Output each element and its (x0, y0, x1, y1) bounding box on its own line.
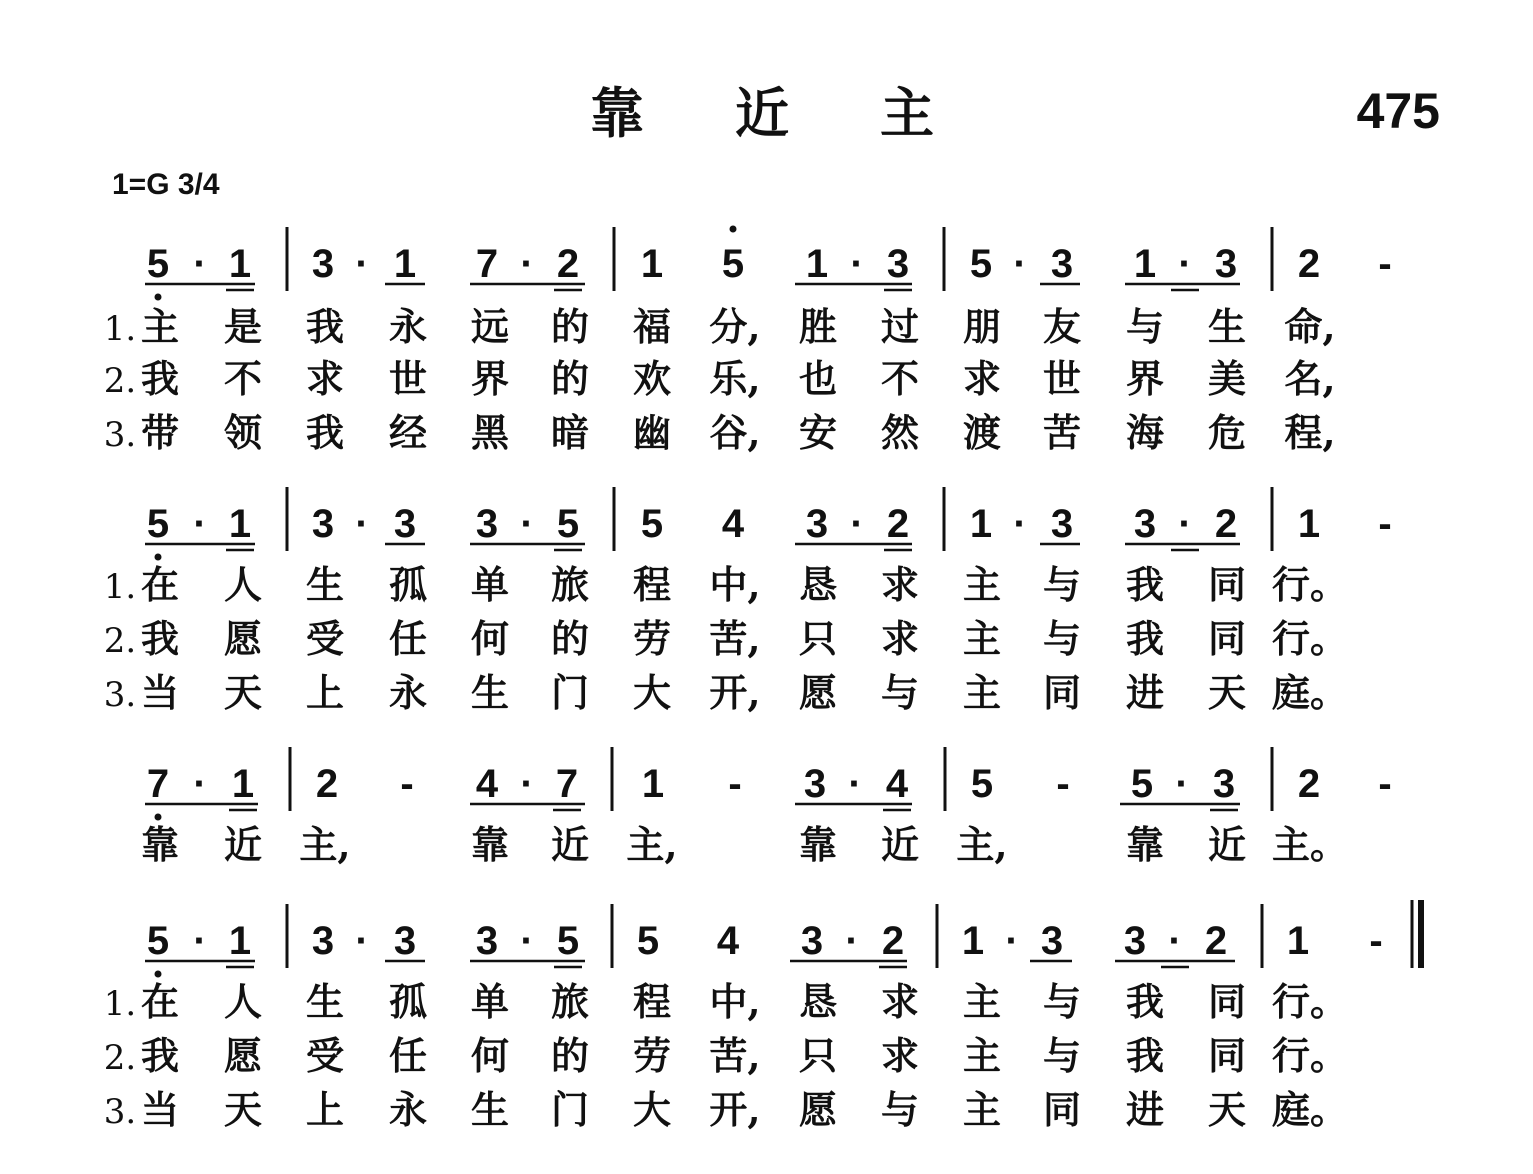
lyric-char: 靠 (1125, 822, 1165, 867)
lyric-char: 天 (223, 670, 263, 715)
verse-number: 3. (103, 415, 137, 455)
lyric-char: 苦, (709, 1033, 761, 1078)
lyric-char: 门 (550, 670, 590, 715)
lyric-char: 行。 (1271, 1033, 1349, 1078)
lyric-char: 在 (140, 979, 180, 1024)
note-numeral: 3 (393, 502, 417, 546)
dot-separator: · (355, 919, 369, 963)
note-numeral: 2 (886, 502, 910, 546)
lower-octave-dot (155, 814, 162, 821)
lyric-char: 同 (1207, 1033, 1247, 1078)
lyric-char: 近 (223, 822, 263, 867)
dot-separator: · (1005, 919, 1019, 963)
lyric-char: 庭。 (1271, 670, 1349, 715)
note-numeral: 7 (475, 242, 499, 286)
lyric-char: 暗 (550, 410, 590, 455)
lyric-char: 恳 (798, 979, 838, 1024)
lyric-char: 孤 (388, 562, 428, 607)
note-numeral: 4 (475, 762, 499, 806)
dot-separator: · (845, 919, 859, 963)
note-numeral: 3 (1212, 762, 1236, 806)
lyric-char: 与 (880, 1087, 920, 1132)
lyric-char: 劳 (632, 1033, 672, 1078)
sustain-dash: - (400, 762, 414, 806)
lyric-char: 劳 (632, 616, 672, 661)
lyric-char: 永 (388, 1087, 428, 1132)
lyric-char: 永 (388, 670, 428, 715)
note-numeral: 3 (886, 242, 910, 286)
note-numeral: 2 (881, 919, 905, 963)
lyric-char: 进 (1125, 1087, 1165, 1132)
lyric-char: 与 (1042, 562, 1082, 607)
note-numeral: 5 (969, 242, 993, 286)
lyric-char: 界 (470, 356, 510, 401)
lyric-char: 求 (880, 1033, 920, 1078)
dot-separator: · (355, 502, 369, 546)
note-numeral: 3 (800, 919, 824, 963)
lyric-char: 开, (709, 1087, 761, 1132)
dot-separator: · (1168, 919, 1182, 963)
lyric-char: 天 (1207, 670, 1247, 715)
note-numeral: 2 (556, 242, 580, 286)
lyric-char: 程, (1284, 410, 1336, 455)
lyric-char: 行。 (1271, 616, 1349, 661)
lyric-char: 苦, (709, 616, 761, 661)
lyric-char: 经 (388, 410, 428, 455)
lyric-char: 主 (962, 562, 1002, 607)
lyric-char: 中, (709, 979, 761, 1024)
lyric-char: 愿 (798, 670, 838, 715)
note-numeral: 1 (393, 242, 417, 286)
lyric-char: 界 (1125, 356, 1165, 401)
lyric-char: 愿 (223, 616, 263, 661)
lyric-char: 分, (709, 304, 761, 349)
lyric-char: 友 (1042, 304, 1082, 349)
dot-separator: · (520, 502, 534, 546)
lyric-char: 近 (1207, 822, 1247, 867)
dot-separator: · (850, 502, 864, 546)
note-numeral: 1 (231, 762, 255, 806)
note-numeral: 2 (1214, 502, 1238, 546)
note-numeral: 1 (641, 762, 665, 806)
note-numeral: 1 (228, 502, 252, 546)
lyric-char: 同 (1207, 979, 1247, 1024)
verse-number: 3. (103, 1092, 137, 1132)
note-numeral: 3 (1050, 502, 1074, 546)
lower-octave-dot (155, 294, 162, 301)
lyric-char: 我 (140, 616, 180, 661)
lyric-char: 乐, (709, 356, 761, 401)
lyric-char: 天 (223, 1087, 263, 1132)
lyric-char: 不 (223, 356, 263, 401)
verse-number: 2. (103, 1038, 137, 1078)
dot-separator: · (193, 502, 207, 546)
dot-separator: · (520, 762, 534, 806)
lyric-char: 何 (470, 1033, 510, 1078)
note-numeral: 5 (556, 502, 580, 546)
note-numeral: 4 (721, 502, 745, 546)
note-numeral: 3 (311, 502, 335, 546)
lyric-char: 与 (1042, 616, 1082, 661)
lyric-char: 求 (880, 979, 920, 1024)
lyric-char: 欢 (632, 356, 672, 401)
verse-number: 1. (103, 984, 137, 1024)
lyric-char: 生 (470, 1087, 510, 1132)
lyric-char: 求 (880, 616, 920, 661)
note-numeral: 3 (311, 919, 335, 963)
lyric-char: 人 (223, 979, 263, 1024)
note-numeral: 2 (315, 762, 339, 806)
dot-separator: · (1013, 242, 1027, 286)
lyric-char: 主, (299, 822, 351, 867)
lyric-char: 的 (550, 356, 590, 401)
lyric-char: 主 (140, 304, 180, 349)
lyric-char: 胜 (798, 304, 838, 349)
lyric-char: 任 (388, 616, 428, 661)
lyric-char: 只 (798, 616, 838, 661)
lyric-char: 我 (305, 410, 345, 455)
lyric-char: 我 (305, 304, 345, 349)
lyric-char: 旅 (550, 562, 590, 607)
lyric-char: 世 (388, 356, 428, 401)
lyric-char: 也 (798, 356, 838, 401)
lyric-char: 我 (1125, 979, 1165, 1024)
lyric-char: 同 (1042, 670, 1082, 715)
dot-separator: · (1178, 242, 1192, 286)
lyric-char: 是 (223, 304, 263, 349)
lyric-char: 程 (632, 562, 672, 607)
note-numeral: 1 (1297, 502, 1321, 546)
lyric-char: 近 (550, 822, 590, 867)
lyric-char: 我 (140, 1033, 180, 1078)
lyric-char: 同 (1207, 616, 1247, 661)
note-numeral: 3 (393, 919, 417, 963)
lyric-char: 我 (1125, 562, 1165, 607)
lyric-char: 美 (1207, 356, 1247, 401)
lyric-char: 大 (632, 670, 672, 715)
note-numeral: 1 (1133, 242, 1157, 286)
lyric-char: 过 (880, 304, 920, 349)
lyric-char: 然 (880, 410, 920, 455)
upper-octave-dot (730, 226, 737, 233)
dot-separator: · (1178, 502, 1192, 546)
note-numeral: 5 (146, 502, 170, 546)
lyric-char: 主 (962, 1033, 1002, 1078)
note-numeral: 7 (555, 762, 579, 806)
dot-separator: · (193, 919, 207, 963)
dot-separator: · (193, 762, 207, 806)
lyric-char: 命, (1284, 304, 1336, 349)
verse-number: 2. (103, 361, 137, 401)
lyric-char: 单 (470, 979, 510, 1024)
lyric-char: 程 (632, 979, 672, 1024)
lyric-char: 门 (550, 1087, 590, 1132)
dot-separator: · (355, 242, 369, 286)
dot-separator: · (520, 919, 534, 963)
lyric-char: 恳 (798, 562, 838, 607)
key-signature: 1=G 3/4 (112, 168, 220, 201)
lyric-char: 生 (305, 562, 345, 607)
lyric-char: 愿 (223, 1033, 263, 1078)
note-numeral: 2 (1204, 919, 1228, 963)
note-numeral: 5 (721, 242, 745, 286)
lyric-char: 世 (1042, 356, 1082, 401)
lyric-char: 谷, (709, 410, 761, 455)
lyric-char: 愿 (798, 1087, 838, 1132)
lyric-char: 受 (305, 616, 345, 661)
note-numeral: 1 (228, 919, 252, 963)
lyric-char: 同 (1207, 562, 1247, 607)
lyric-char: 危 (1207, 410, 1247, 455)
dot-separator: · (850, 242, 864, 286)
lyric-char: 生 (1207, 304, 1247, 349)
sustain-dash: - (1378, 762, 1392, 806)
lyric-char: 天 (1207, 1087, 1247, 1132)
lower-octave-dot (155, 971, 162, 978)
lyric-char: 主。 (1271, 822, 1349, 867)
lyric-char: 的 (550, 1033, 590, 1078)
lyric-char: 上 (305, 1087, 345, 1132)
lyric-char: 主 (962, 979, 1002, 1024)
lyric-char: 与 (1042, 1033, 1082, 1078)
sustain-dash: - (1369, 919, 1383, 963)
lyric-char: 旅 (550, 979, 590, 1024)
sustain-dash: - (728, 762, 742, 806)
hymn-number: 475 (1356, 83, 1440, 139)
note-numeral: 4 (885, 762, 909, 806)
lyric-char: 单 (470, 562, 510, 607)
note-numeral: 5 (1130, 762, 1154, 806)
lyric-char: 同 (1042, 1087, 1082, 1132)
lyric-char: 靠 (470, 822, 510, 867)
lyric-char: 靠 (798, 822, 838, 867)
lyric-char: 与 (1042, 979, 1082, 1024)
lyric-char: 福 (632, 304, 672, 349)
note-numeral: 5 (640, 502, 664, 546)
dot-separator: · (1175, 762, 1189, 806)
sustain-dash: - (1056, 762, 1070, 806)
lyric-char: 远 (470, 304, 510, 349)
lyric-char: 海 (1125, 410, 1165, 455)
note-numeral: 5 (146, 919, 170, 963)
lyric-char: 生 (470, 670, 510, 715)
note-numeral: 2 (1297, 242, 1321, 286)
note-numeral: 3 (1133, 502, 1157, 546)
title-char-2: 近 (735, 81, 789, 145)
lyric-char: 中, (709, 562, 761, 607)
sustain-dash: - (1378, 502, 1392, 546)
note-numeral: 3 (805, 502, 829, 546)
note-numeral: 3 (1123, 919, 1147, 963)
note-numeral: 5 (636, 919, 660, 963)
note-numeral: 3 (803, 762, 827, 806)
note-numeral: 1 (969, 502, 993, 546)
note-numeral: 2 (1297, 762, 1321, 806)
lyric-char: 求 (305, 356, 345, 401)
lyric-char: 主 (962, 670, 1002, 715)
title-char-3: 主 (880, 81, 934, 145)
note-numeral: 3 (1050, 242, 1074, 286)
lyric-char: 我 (1125, 616, 1165, 661)
lyric-char: 行。 (1271, 979, 1349, 1024)
lyric-char: 名, (1284, 356, 1336, 401)
note-numeral: 7 (146, 762, 170, 806)
verse-number: 2. (103, 621, 137, 661)
lyric-char: 求 (962, 356, 1002, 401)
lyric-char: 不 (880, 356, 920, 401)
lyric-char: 进 (1125, 670, 1165, 715)
lyric-char: 主, (956, 822, 1008, 867)
lyric-char: 生 (305, 979, 345, 1024)
lyric-char: 朋 (962, 304, 1002, 349)
final-barline-thick (1418, 900, 1424, 968)
lyric-char: 在 (140, 562, 180, 607)
lyric-char: 幽 (632, 410, 672, 455)
lyric-char: 行。 (1271, 562, 1349, 607)
lyric-char: 当 (140, 670, 180, 715)
lyric-char: 上 (305, 670, 345, 715)
lyric-char: 安 (798, 410, 838, 455)
note-numeral: 3 (475, 919, 499, 963)
lyric-char: 孤 (388, 979, 428, 1024)
dot-separator: · (1013, 502, 1027, 546)
lyric-char: 领 (223, 410, 263, 455)
lyric-char: 求 (880, 562, 920, 607)
lyric-char: 当 (140, 1087, 180, 1132)
verse-number: 1. (103, 309, 137, 349)
lyric-char: 近 (880, 822, 920, 867)
dot-separator: · (848, 762, 862, 806)
lyric-char: 主 (962, 1087, 1002, 1132)
lyric-char: 带 (140, 410, 180, 455)
lyric-char: 的 (550, 616, 590, 661)
note-numeral: 1 (228, 242, 252, 286)
sustain-dash: - (1378, 242, 1392, 286)
dot-separator: · (193, 242, 207, 286)
lyric-char: 主 (962, 616, 1002, 661)
note-numeral: 5 (556, 919, 580, 963)
lyric-char: 的 (550, 304, 590, 349)
note-numeral: 3 (475, 502, 499, 546)
note-numeral: 4 (716, 919, 740, 963)
lower-octave-dot (155, 554, 162, 561)
lyric-char: 黑 (470, 410, 510, 455)
lyric-char: 与 (1125, 304, 1165, 349)
lyric-char: 主, (626, 822, 678, 867)
note-numeral: 1 (640, 242, 664, 286)
lyric-char: 渡 (962, 410, 1002, 455)
lyric-char: 受 (305, 1033, 345, 1078)
note-numeral: 3 (1214, 242, 1238, 286)
lyric-char: 只 (798, 1033, 838, 1078)
note-numeral: 3 (1040, 919, 1064, 963)
lyric-char: 我 (140, 356, 180, 401)
note-numeral: 3 (311, 242, 335, 286)
lyric-char: 大 (632, 1087, 672, 1132)
note-numeral: 1 (805, 242, 829, 286)
lyric-char: 任 (388, 1033, 428, 1078)
lyric-char: 庭。 (1271, 1087, 1349, 1132)
note-numeral: 1 (1286, 919, 1310, 963)
lyric-char: 苦 (1042, 410, 1082, 455)
lyric-char: 永 (388, 304, 428, 349)
lyric-char: 与 (880, 670, 920, 715)
verse-number: 1. (103, 567, 137, 607)
lyric-char: 靠 (140, 822, 180, 867)
lyric-char: 人 (223, 562, 263, 607)
verse-number: 3. (103, 675, 137, 715)
lyric-char: 我 (1125, 1033, 1165, 1078)
note-numeral: 5 (146, 242, 170, 286)
lyric-char: 何 (470, 616, 510, 661)
dot-separator: · (520, 242, 534, 286)
note-numeral: 5 (970, 762, 994, 806)
note-numeral: 1 (961, 919, 985, 963)
title-char-1: 靠 (590, 81, 644, 145)
lyric-char: 开, (709, 670, 761, 715)
